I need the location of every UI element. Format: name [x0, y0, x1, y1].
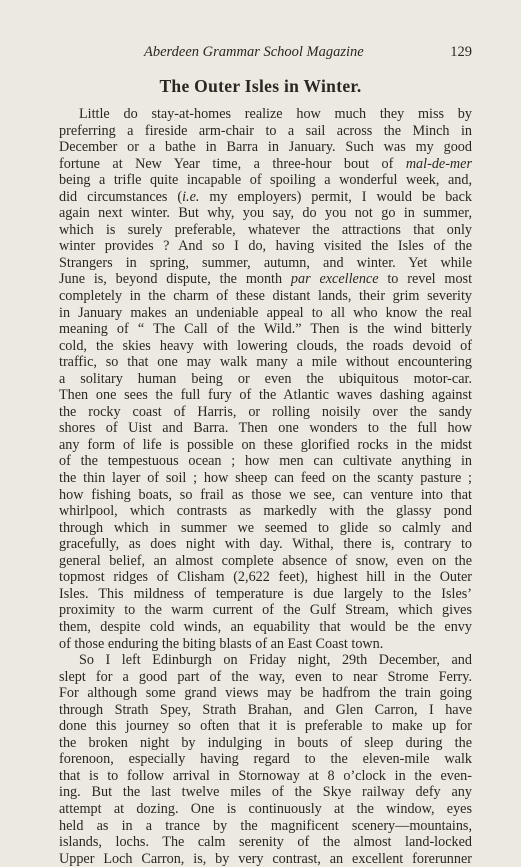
journal-title: Aberdeen Grammar School Magazine	[144, 44, 364, 60]
text-run: ing. But the last twelve miles of the Skye railway defy any	[59, 784, 472, 801]
text-line	[59, 735, 472, 752]
text-line	[59, 536, 472, 553]
text-run: done this journey so often that it is preferable to make up for	[59, 718, 472, 735]
text-line	[59, 222, 472, 239]
text-run: islands, lochs. The calm serenity of the almost land-locked	[59, 834, 472, 851]
text-line	[59, 685, 472, 702]
text-line	[59, 437, 472, 454]
text-run: Isles. This mildness of temperature is due largely to the Isles’	[59, 585, 472, 602]
text-line	[59, 569, 472, 586]
text-run: Upper Loch Carron, is, by very contrast, an excellent forerunner	[59, 850, 472, 867]
text-line	[59, 321, 472, 338]
text-line	[59, 205, 472, 222]
article-title: The Outer Isles in Winter.	[159, 76, 362, 96]
text-line	[59, 271, 472, 288]
text-run: shores of Uist and Barra. Then one wonders to the full how	[59, 420, 472, 437]
text-run: fortune at New Year time, a three-hour bout of	[59, 155, 406, 172]
text-line	[59, 553, 472, 570]
text-run: For although some grand views may be hadfrom the train going	[59, 685, 472, 702]
text-line	[59, 371, 472, 388]
text-run: did circumstances (	[59, 188, 183, 205]
text-run: the thin layer of soil ; how sheep can feed on the scanty pasture ;	[59, 470, 472, 487]
text-line	[59, 288, 472, 305]
text-run: the rocky coast of Harris, or rolling noisily over the sandy	[59, 403, 472, 420]
text-run: attempt at dozing. One is continuously at the window, eyes	[59, 800, 472, 817]
text-run: being a trifle quite incapable of spoiling a wonderful week, and,	[59, 172, 472, 189]
text-run: general belief, an almost complete absence of snow, even on the	[59, 552, 472, 569]
text-run: held as in a trance by the magnificent scenery—mountains,	[59, 817, 472, 834]
text-line	[59, 702, 472, 719]
text-run: any form of life is possible on these glorified rocks in the midst	[59, 436, 472, 453]
text-line	[59, 487, 472, 504]
text-run: June is, beyond dispute, the month	[59, 271, 291, 288]
running-header	[60, 44, 472, 62]
text-run: that is to follow arrival in Stornoway at 8 o’clock in the even-	[59, 767, 472, 784]
text-line	[59, 718, 472, 735]
text-line	[59, 123, 472, 140]
text-line	[59, 619, 472, 636]
text-run: gracefully, as does night with day. Withal, there is, contrary to	[59, 536, 472, 553]
text-run: a solitary human being or even the ubiquitous motor-car.	[59, 370, 472, 387]
text-run: December or a bathe in Barra in January. Such was my good	[59, 139, 472, 156]
text-run: slept for a good part of the way, even to near Strome Ferry.	[59, 668, 472, 685]
text-line	[59, 636, 472, 653]
text-line	[59, 420, 472, 437]
text-run: Strangers in spring, summer, autumn, and winter. Yet while	[59, 254, 472, 271]
text-run: winter provides ? And so I do, having visited the Isles of the	[59, 238, 472, 255]
text-line	[59, 172, 472, 189]
text-run: proximity to the warm current of the Gulf Stream, which gives	[59, 602, 472, 619]
text-run: So I left Edinburgh on Friday night, 29th December, and	[79, 652, 472, 669]
italic-text-run: mal-de-mer	[405, 155, 472, 172]
text-run: completely in the charm of these distant lands, their grim severity	[59, 288, 472, 305]
text-run: Little do stay-at-homes realize how much they miss by	[79, 106, 472, 122]
text-run: through Strath Spey, Strath Brahan, and Glen Carron, I have	[59, 701, 472, 718]
text-run: cold, the skies heavy with lowering clouds, the roads devoid of	[59, 337, 472, 354]
italic-text-run: par excellence	[290, 271, 379, 288]
text-line	[59, 354, 472, 371]
text-line	[59, 470, 472, 487]
text-line	[59, 586, 472, 603]
text-run: to revel most	[378, 271, 473, 288]
text-line	[59, 669, 472, 686]
text-run: of those enduring the biting blasts of an East Coast town.	[59, 635, 384, 652]
text-run: topmost ridges of Clisham (2,622 feet), highest hill in the Outer	[59, 569, 472, 586]
text-line	[59, 238, 472, 255]
text-line	[59, 602, 472, 619]
text-line	[59, 453, 472, 470]
text-run: meaning of “ The Call of the Wild.” Then is the wind bitterly	[59, 321, 472, 338]
text-line	[59, 189, 472, 206]
text-run: my employers) permit, I would be back	[199, 188, 472, 205]
text-line	[59, 387, 472, 404]
page-number: 129	[450, 44, 472, 60]
text-line	[59, 818, 472, 835]
text-line	[59, 255, 472, 272]
text-run: through which in summer we seemed to glide so calmly and	[59, 519, 472, 536]
text-line	[59, 520, 472, 537]
text-line	[59, 106, 472, 123]
italic-text-run: i.e.	[182, 188, 200, 205]
text-run: which is surely preferable, whatever the attractions that only	[59, 221, 472, 238]
text-run: Then one sees the full fury of the Atlantic waves dashing against	[59, 387, 472, 404]
text-line	[59, 851, 472, 867]
text-run: again next winter. But why, you say, do you not go in summer,	[59, 205, 472, 222]
text-line	[59, 801, 472, 818]
text-line	[59, 156, 472, 173]
text-run: how fishing boats, so frail as those we see, can venture into that	[59, 486, 472, 503]
text-line	[59, 768, 472, 785]
text-run: them, despite cold winds, an equability that would be the envy	[59, 618, 472, 635]
text-run: traffic, so that one may walk many a mile without encountering	[59, 354, 472, 371]
text-line	[59, 404, 472, 421]
text-run: forenoon, especially having regard to the eleven-mile walk	[59, 751, 472, 768]
text-line	[59, 784, 472, 801]
text-line	[59, 751, 472, 768]
text-line	[59, 503, 472, 520]
text-run: whirlpool, which contrasts as markedly with the glassy pond	[59, 503, 472, 520]
text-line	[59, 139, 472, 156]
text-run: preferring a fireside arm-chair to a sail across the Minch in	[59, 122, 472, 139]
text-run: of the tempestuous ocean ; how men can cultivate anything in	[59, 453, 472, 470]
text-line	[59, 338, 472, 355]
text-run: in January makes an undeniable appeal to all who know the real	[59, 304, 472, 321]
article-body	[59, 106, 472, 867]
text-line	[59, 305, 472, 322]
text-run: the broken night by indulging in bouts of sleep during the	[59, 734, 472, 751]
text-line	[59, 652, 472, 669]
text-line	[59, 834, 472, 851]
